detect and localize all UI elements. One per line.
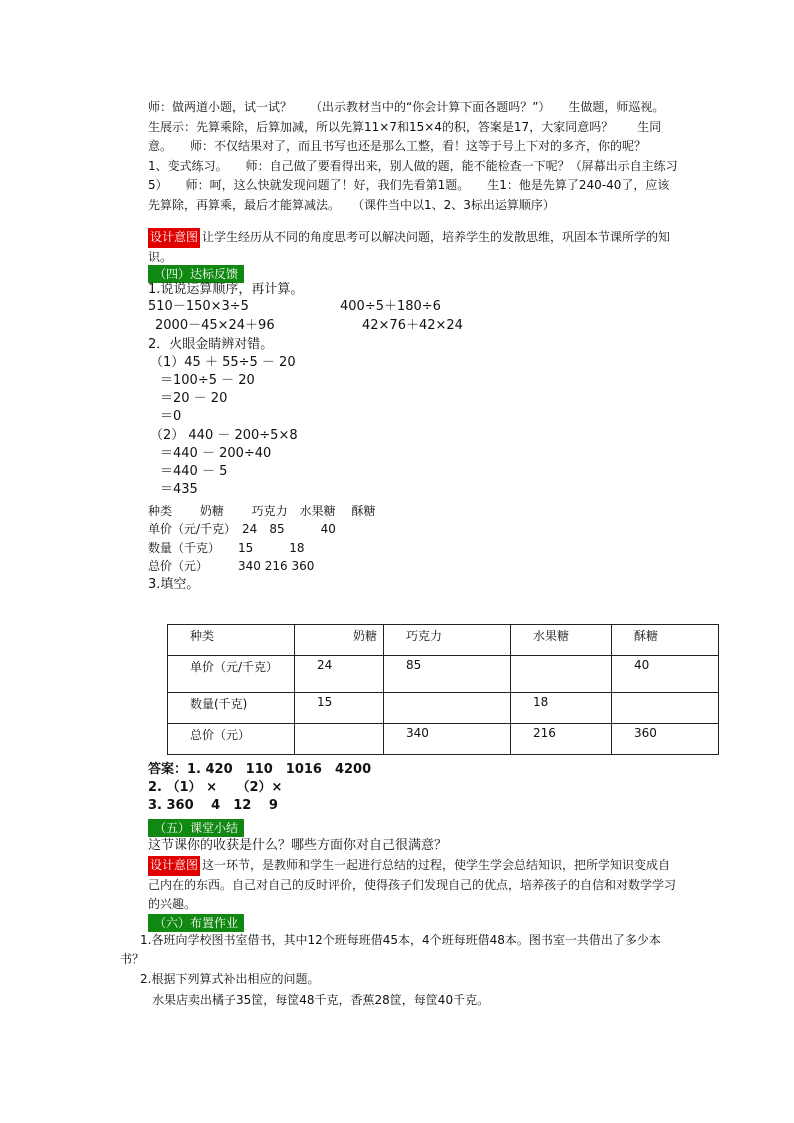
table-header-cell: 奶糖 — [295, 625, 384, 656]
table-cell: 360 — [612, 724, 719, 755]
plain-row-1: 种类 奶糖 巧克力 水果糖 酥糖 — [148, 504, 376, 518]
table-cell — [384, 693, 511, 724]
design-intent-block-2 — [148, 856, 678, 915]
table-cell — [612, 693, 719, 724]
answers-line-2: 2. （1） × （2）× — [148, 780, 283, 795]
table-cell: 216 — [511, 724, 612, 755]
homework-2-detail: 水果店卖出橘子35筐，每筐48千克，香蕉28筐，每筐40千克。 — [152, 993, 490, 1007]
section-heading-6 — [148, 912, 244, 932]
table-header-cell: 种类 — [168, 625, 295, 656]
table-row — [168, 656, 719, 693]
design-intent-text: 让学生经历从不同的角度思考可以解决问题，培养学生的发散思维，巩固本节课所学的知识。 — [148, 230, 671, 264]
plain-row-2: 单价（元/千克） 24 85 40 — [148, 522, 336, 536]
intro-paragraph: 师：做两道小题，试一试？ （出示教材当中的“你会计算下面各题吗？”） 生做题，师巡视。 生展示：先算乘除，后算加减，所以先算11×7和15×4的积，答案是17，大家同意吗？ 生同意。 师：不仅结果对了，而且书写也还是那么工整，看！这等于号上下对的多齐，你的呢？ 1、变式练习。 师：自己做了要看得出来，别人做的题，能不能检查一下呢？（屏幕出示自主练习5） 师：呵，这么快就发现问题了！好，我们先看第1题。 生1：他是先算了240-40了，应该先算除，再算乘，最后才能算减法。 （课件当中以1、2、3标出运算顺序） — [148, 100, 683, 212]
section-heading-5 — [148, 817, 244, 837]
intro-paragraph-block — [148, 98, 683, 215]
homework-1: 1.各班向学校图书室借书，其中12个班每班借45本，4个班每班借48本。图书室一共借出了多少本书？ — [120, 933, 661, 966]
section-title: （六）布置作业 — [148, 914, 244, 932]
table-cell — [295, 724, 384, 755]
q1-expr-3: 2000－45×24＋96 — [155, 318, 275, 333]
q2b-line-4: ＝435 — [160, 482, 198, 497]
design-intent-tag: 设计意图 — [148, 856, 200, 876]
table-header-row — [168, 625, 719, 656]
q1-expr-4: 42×76＋42×24 — [362, 318, 463, 333]
table-cell: 数量(千克) — [168, 693, 295, 724]
q3-title: 3.填空。 — [148, 577, 200, 592]
table-header-cell: 巧克力 — [384, 625, 511, 656]
section-heading-4 — [148, 263, 244, 283]
table-cell: 85 — [384, 656, 511, 693]
table-cell: 18 — [511, 693, 612, 724]
q2a-line-1: （1）45 ＋ 55÷5 － 20 — [150, 355, 296, 370]
design-intent-block-1 — [148, 228, 678, 267]
answers-line-1: 答案：1. 420 110 1016 4200 — [148, 762, 372, 777]
table-cell: 15 — [295, 693, 384, 724]
table-cell: 24 — [295, 656, 384, 693]
table-cell: 总价（元） — [168, 724, 295, 755]
plain-row-3: 数量（千克） 15 18 — [148, 541, 305, 555]
section-title: （四）达标反馈 — [148, 265, 244, 283]
table-cell: 单价（元/千克） — [168, 656, 295, 693]
q1-expr-2: 400÷5＋180÷6 — [340, 299, 441, 314]
homework-2: 2.根据下列算式补出相应的问题。 — [140, 972, 320, 986]
table-cell: 40 — [612, 656, 719, 693]
plain-row-4: 总价（元） 340 216 360 — [148, 559, 315, 573]
section-title: （五）课堂小结 — [148, 819, 244, 837]
q2b-line-1: （2） 440 － 200÷5×8 — [150, 428, 298, 443]
design-intent-text: 这一环节，是教师和学生一起进行总结的过程，使学生学会总结知识，把所学知识变成自己内在的东西。自己对自己的反时评价，使得孩子们发现自己的优点，培养孩子的自信和对数学学习的兴趣。 — [148, 858, 677, 911]
q2-title: 2．火眼金睛辨对错。 — [148, 337, 274, 352]
q1-title: 1.说说运算顺序，再计算。 — [148, 282, 304, 297]
table-cell — [511, 656, 612, 693]
summary-question: 这节课你的收获是什么？哪些方面你对自己很满意？ — [148, 838, 448, 853]
table-header-cell: 水果糖 — [511, 625, 612, 656]
answers-line-3: 3. 360 4 12 9 — [148, 798, 278, 813]
q2a-line-2: ＝100÷5 － 20 — [160, 373, 255, 388]
table-row — [168, 724, 719, 755]
q2a-line-4: ＝0 — [160, 409, 182, 424]
design-intent-tag: 设计意图 — [148, 228, 200, 248]
table-row — [168, 693, 719, 724]
q2a-line-3: ＝20 － 20 — [160, 391, 228, 406]
table-cell: 340 — [384, 724, 511, 755]
q1-expr-1: 510－150×3÷5 — [148, 299, 249, 314]
price-table — [167, 624, 719, 755]
q2b-line-2: ＝440 － 200÷40 — [160, 446, 272, 461]
q2b-line-3: ＝440 － 5 — [160, 464, 228, 479]
table-header-cell: 酥糖 — [612, 625, 719, 656]
